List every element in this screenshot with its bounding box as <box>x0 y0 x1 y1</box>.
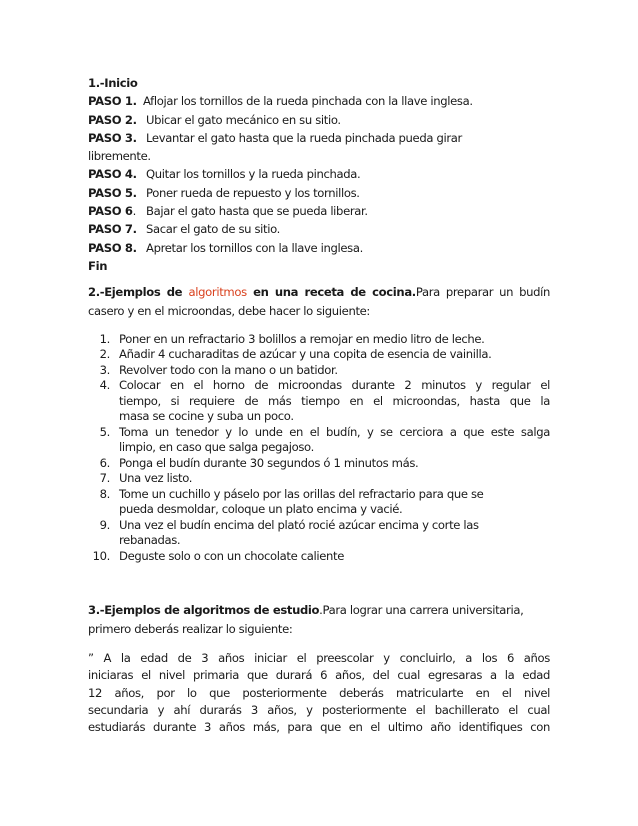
list-item: 9. Una vez el budín encima del plató rocié azúcar encima y corte las rebanadas. <box>99 517 479 548</box>
list-item: 7. Una vez listo. <box>99 471 193 486</box>
step-8: PASO 8. Apretar los tornillos con la llave inglesa. <box>88 240 363 255</box>
section-3 <box>88 601 550 736</box>
section-1 <box>88 74 550 275</box>
section-2-heading-line: 2.-Ejemplos de algoritmos en una receta de cocina.Para preparar un budín <box>88 285 551 300</box>
step-5: PASO 5. Poner rueda de repuesto y los tornillos. <box>88 185 360 200</box>
list-item: 4. Colocar en el horno de microondas durante 2 minutos y regular el tiempo, si requiere de más tiempo en el microondas, hasta que la masa se cocine y suba un poco. <box>99 378 550 424</box>
list-item: 10. Deguste solo o con un chocolate caliente <box>92 548 345 563</box>
list-item: 8. Tome un cuchillo y páselo por las orillas del refractario para que se pueda desmoldar, coloque un plato encima y vacié. <box>99 486 484 517</box>
step-1: PASO 1. Aflojar los tornillos de la rueda pinchada con la llave inglesa. <box>88 94 473 109</box>
step-4: PASO 4. Quitar los tornillos y la rueda pinchada. <box>88 167 361 182</box>
section-1-end: Fin <box>88 258 108 273</box>
section-3-heading-line: 3.-Ejemplos de algoritmos de estudio.Para lograr una carrera universitaria, <box>88 603 524 618</box>
list-item: 6. Ponga el budín durante 30 segundos ó 1 minutos más. <box>99 455 419 470</box>
step-3: PASO 3. Levantar el gato hasta que la rueda pinchada pueda girar <box>88 130 462 145</box>
step-3-continuation: libremente. <box>88 149 151 164</box>
section-3-intro-line-2: primero deberás realizar lo siguiente: <box>88 621 293 636</box>
list-item: 1. Poner en un refractario 3 bolillos a remojar en medio litro de leche. <box>99 331 485 346</box>
section-2-intro-line-2: casero y en el microondas, debe hacer lo siguiente: <box>88 303 370 318</box>
recipe-list <box>88 332 550 565</box>
document-page <box>88 74 550 736</box>
study-paragraph: ” A la edad de 3 años iniciar el preescolar y concluirlo, a los 6 años iniciaras el nivel primaria que durará 6 años, del cual egresaras a la edad 12 años, por lo que posteriormente deberás matricularte en el nivel secundaria y ahí durarás 3 años, y posteriormente el bachillerato el cual estudiarás durante 3 años más, para que en el ultimo año identifiques con <box>88 650 550 735</box>
step-7: PASO 7. Sacar el gato de su sitio. <box>88 222 280 237</box>
step-2: PASO 2. Ubicar el gato mecánico en su sitio. <box>88 112 341 127</box>
section-1-heading: 1.-Inicio <box>88 76 138 90</box>
section-2 <box>88 283 550 564</box>
algoritmos-link[interactable]: algoritmos <box>188 285 247 300</box>
list-item: 2. Añadir 4 cucharaditas de azúcar y una copita de esencia de vainilla. <box>99 347 492 362</box>
list-item: 5. Toma un tenedor y lo unde en el budín, y se cerciora a que este salga limpio, en caso que salga pegajoso. <box>99 424 550 455</box>
list-item: 3. Revolver todo con la mano o un batidor. <box>99 362 338 377</box>
step-6: PASO 6. Bajar el gato hasta que se pueda liberar. <box>88 204 368 219</box>
